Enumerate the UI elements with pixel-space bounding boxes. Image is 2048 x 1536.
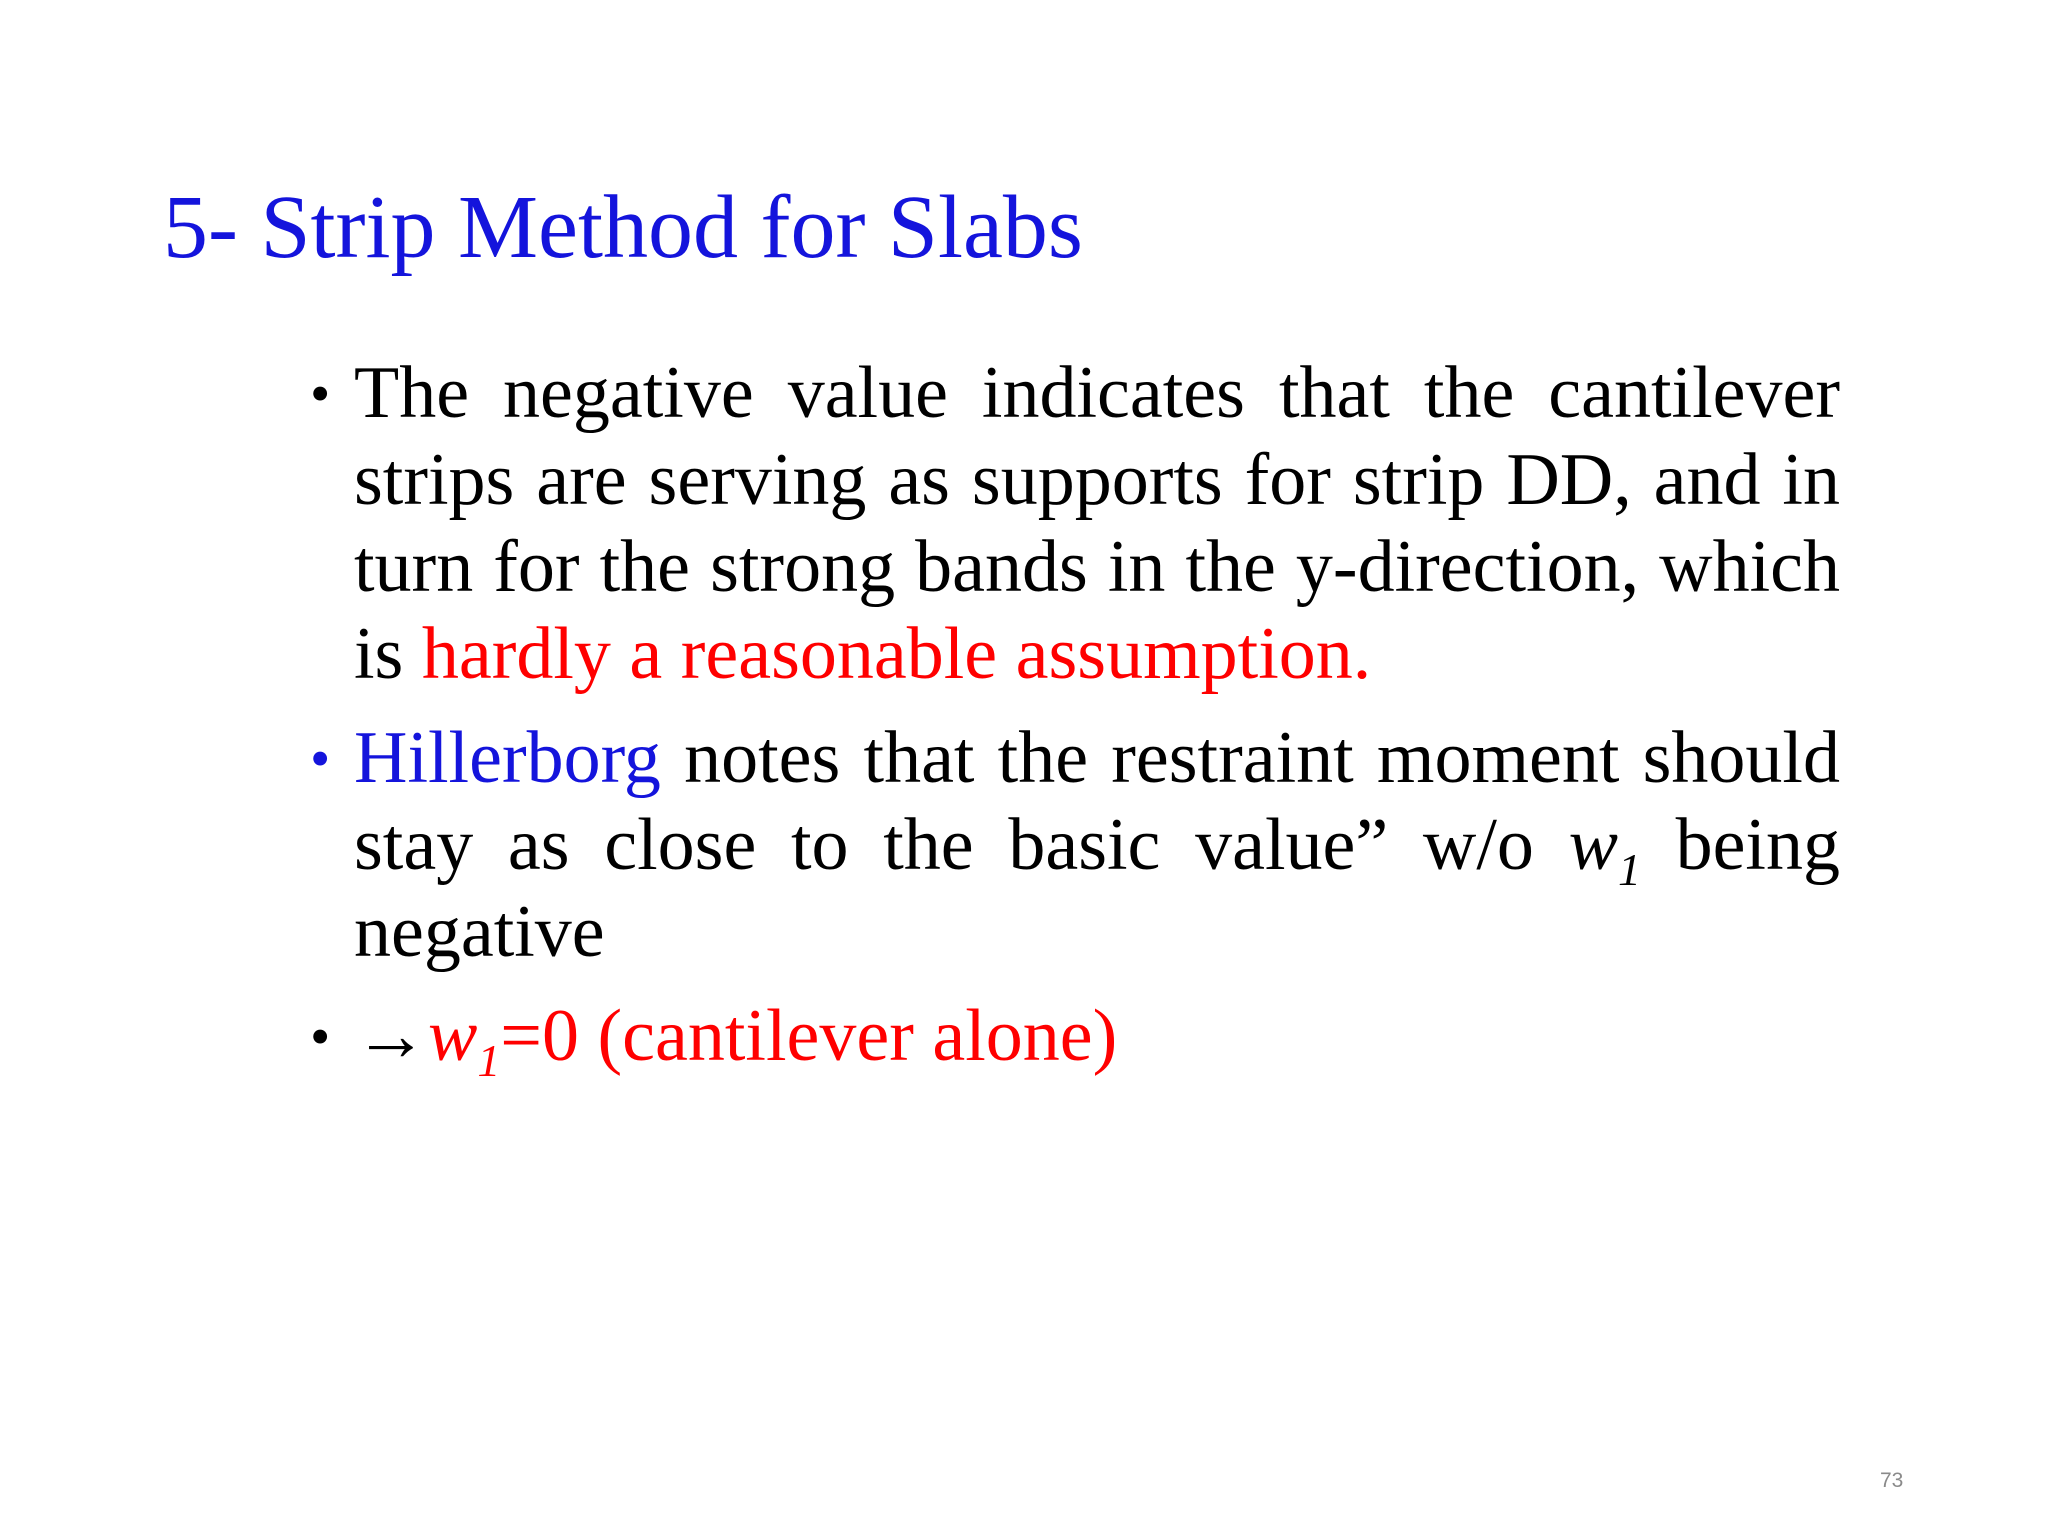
variable-subscript: 1	[1617, 843, 1641, 895]
page-number: 73	[1880, 1469, 1904, 1492]
bullet-marker: •	[310, 361, 331, 426]
bullet-item-2	[310, 715, 1840, 976]
bullet-list	[310, 350, 1840, 1086]
bullet-emphasis-red: hardly a reasonable assumption.	[421, 613, 1372, 695]
variable-w: w	[428, 995, 478, 1077]
arrow-symbol: →	[354, 995, 428, 1077]
bullet-item-3	[310, 993, 1840, 1086]
variable-w: w	[1568, 804, 1618, 886]
bullet-marker: •	[310, 726, 331, 791]
bullet-name-hillerborg: Hillerborg	[354, 717, 661, 799]
bullet-item-1	[310, 350, 1840, 698]
bullet-text-end: being negative	[354, 804, 1840, 973]
bullet-text: The negative value indicates that the cantilever strips are serving as supports for strip DD, and in turn for the strong bands in the y-direction, which is	[354, 352, 1840, 695]
variable-subscript: 1	[477, 1034, 501, 1086]
bullet-text: notes that the restraint moment should stay as close to the basic value” w/o	[354, 717, 1840, 886]
bullet-marker: •	[310, 1004, 331, 1069]
slide-title: 5- Strip Method for Slabs	[163, 178, 1083, 277]
bullet-emphasis-red: =0 (cantilever alone)	[500, 995, 1118, 1077]
